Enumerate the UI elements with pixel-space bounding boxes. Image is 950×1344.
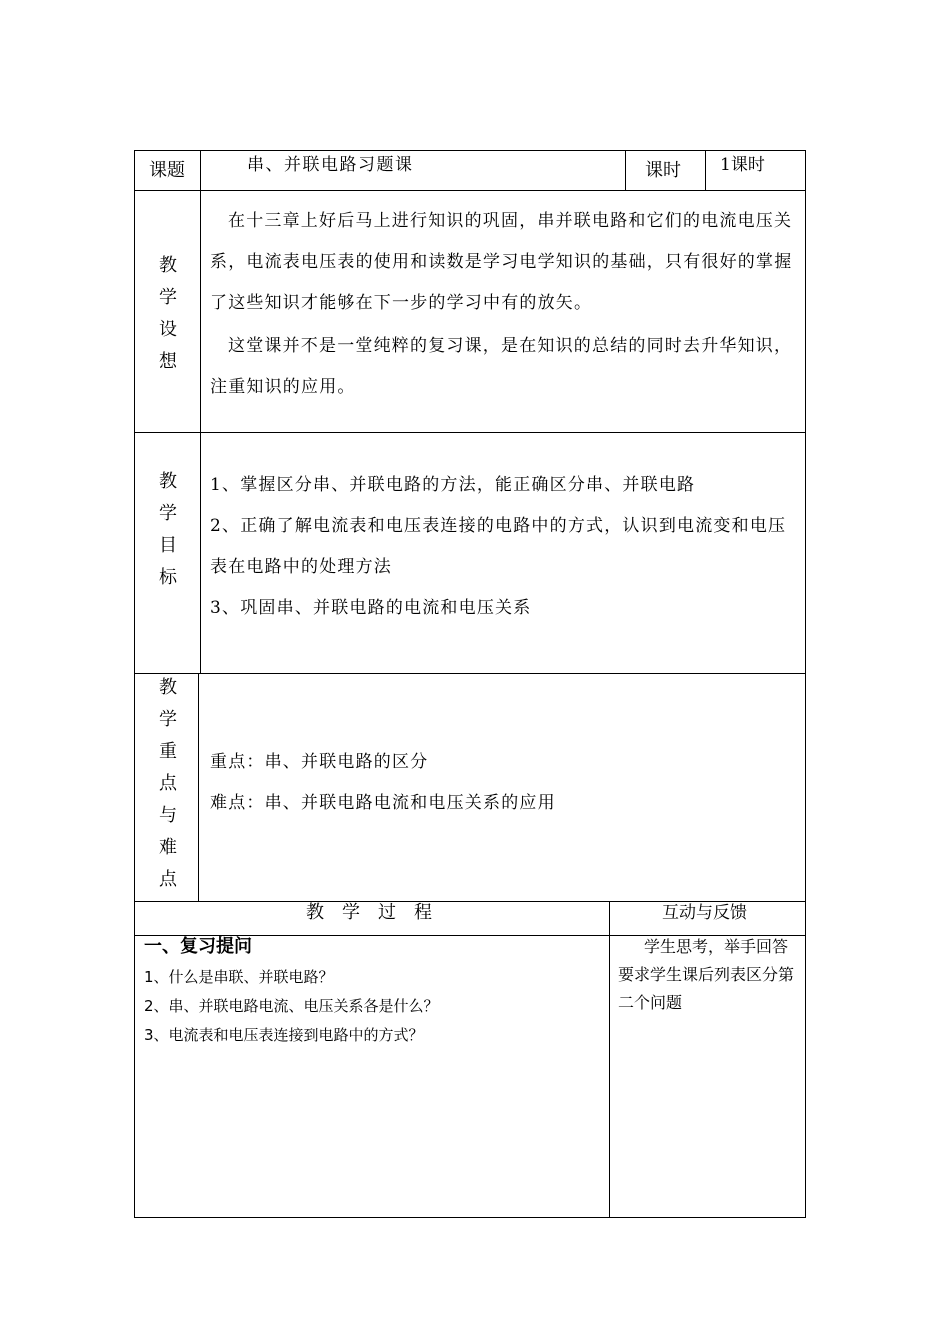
question-3: 3、电流表和电压表连接到电路中的方式？ (144, 1026, 424, 1044)
keypoints-label-char: 点 (159, 773, 177, 794)
question-2: 2、串、并联电路电流、电压关系各是什么？ (144, 997, 439, 1015)
keypoints-label-char: 学 (159, 709, 177, 730)
goals-label-char: 目 (159, 535, 177, 556)
table-border-right (805, 150, 806, 1218)
section-title: 一、复习提问 (144, 936, 252, 957)
period-label-right-divider (705, 150, 706, 191)
process-column-divider (609, 901, 610, 1218)
goal-item-2: 2、正确了解电流表和电压表连接的电路中的方式，认识到电流变和电压表在电路中的处理方法 (210, 516, 787, 577)
keypoints-label-char: 重 (159, 741, 177, 762)
goal-item-3: 3、巩固串、并联电路的电流和电压关系 (210, 598, 532, 618)
process-header: 教 学 过 程 (306, 902, 432, 923)
table-border-left (134, 150, 135, 1218)
topic-label: 课题 (149, 160, 185, 181)
period-label: 课时 (645, 160, 681, 181)
difficult-point: 难点：串、并联电路电流和电压关系的应用 (210, 793, 556, 813)
keypoints-label-char: 与 (159, 805, 177, 826)
label-column-divider-lower (198, 673, 199, 902)
period-label-left-divider (625, 150, 626, 191)
design-paragraph-1: 在十三章上好后马上进行知识的巩固，串并联电路和它们的电流电压关系，电流表电压表的使用和读数是学习电学知识的基础，只有很好的掌握了这些知识才能够在下一步的学习中有的放矢。 (210, 211, 793, 313)
keypoints-label (156, 672, 180, 896)
feedback-header: 互动与反馈 (662, 903, 747, 923)
goal-item-1: 1、掌握区分串、并联电路的方法，能正确区分串、并联电路 (210, 475, 696, 495)
goals-label-char: 标 (159, 567, 177, 588)
topic-title: 串、并联电路习题课 (247, 155, 414, 175)
design-label-char: 设 (159, 319, 177, 340)
period-value: 1课时 (720, 155, 765, 175)
design-label (156, 250, 180, 378)
goals-label (156, 466, 180, 594)
goals-label-char: 教 (159, 471, 177, 492)
design-paragraph-2: 这堂课并不是一堂纯粹的复习课，是在知识的总结的同时去升华知识，注重知识的应用。 (210, 336, 793, 397)
keypoints-label-char: 教 (159, 677, 177, 698)
key-point: 重点：串、并联电路的区分 (210, 752, 429, 772)
row-divider-4 (134, 901, 806, 902)
row-divider-2 (134, 432, 806, 433)
design-label-char: 教 (159, 255, 177, 276)
table-border-bottom (134, 1217, 806, 1218)
row-divider-3 (134, 673, 806, 674)
label-column-divider (200, 150, 201, 674)
keypoints-label-char: 点 (159, 869, 177, 890)
design-label-char: 想 (159, 351, 177, 372)
question-1: 1、什么是串联、并联电路？ (144, 968, 334, 986)
goals-label-char: 学 (159, 503, 177, 524)
design-label-char: 学 (159, 287, 177, 308)
feedback-text: 学生思考，举手回答要求学生课后列表区分第二个问题 (618, 937, 795, 1012)
keypoints-label-char: 难 (159, 837, 177, 858)
